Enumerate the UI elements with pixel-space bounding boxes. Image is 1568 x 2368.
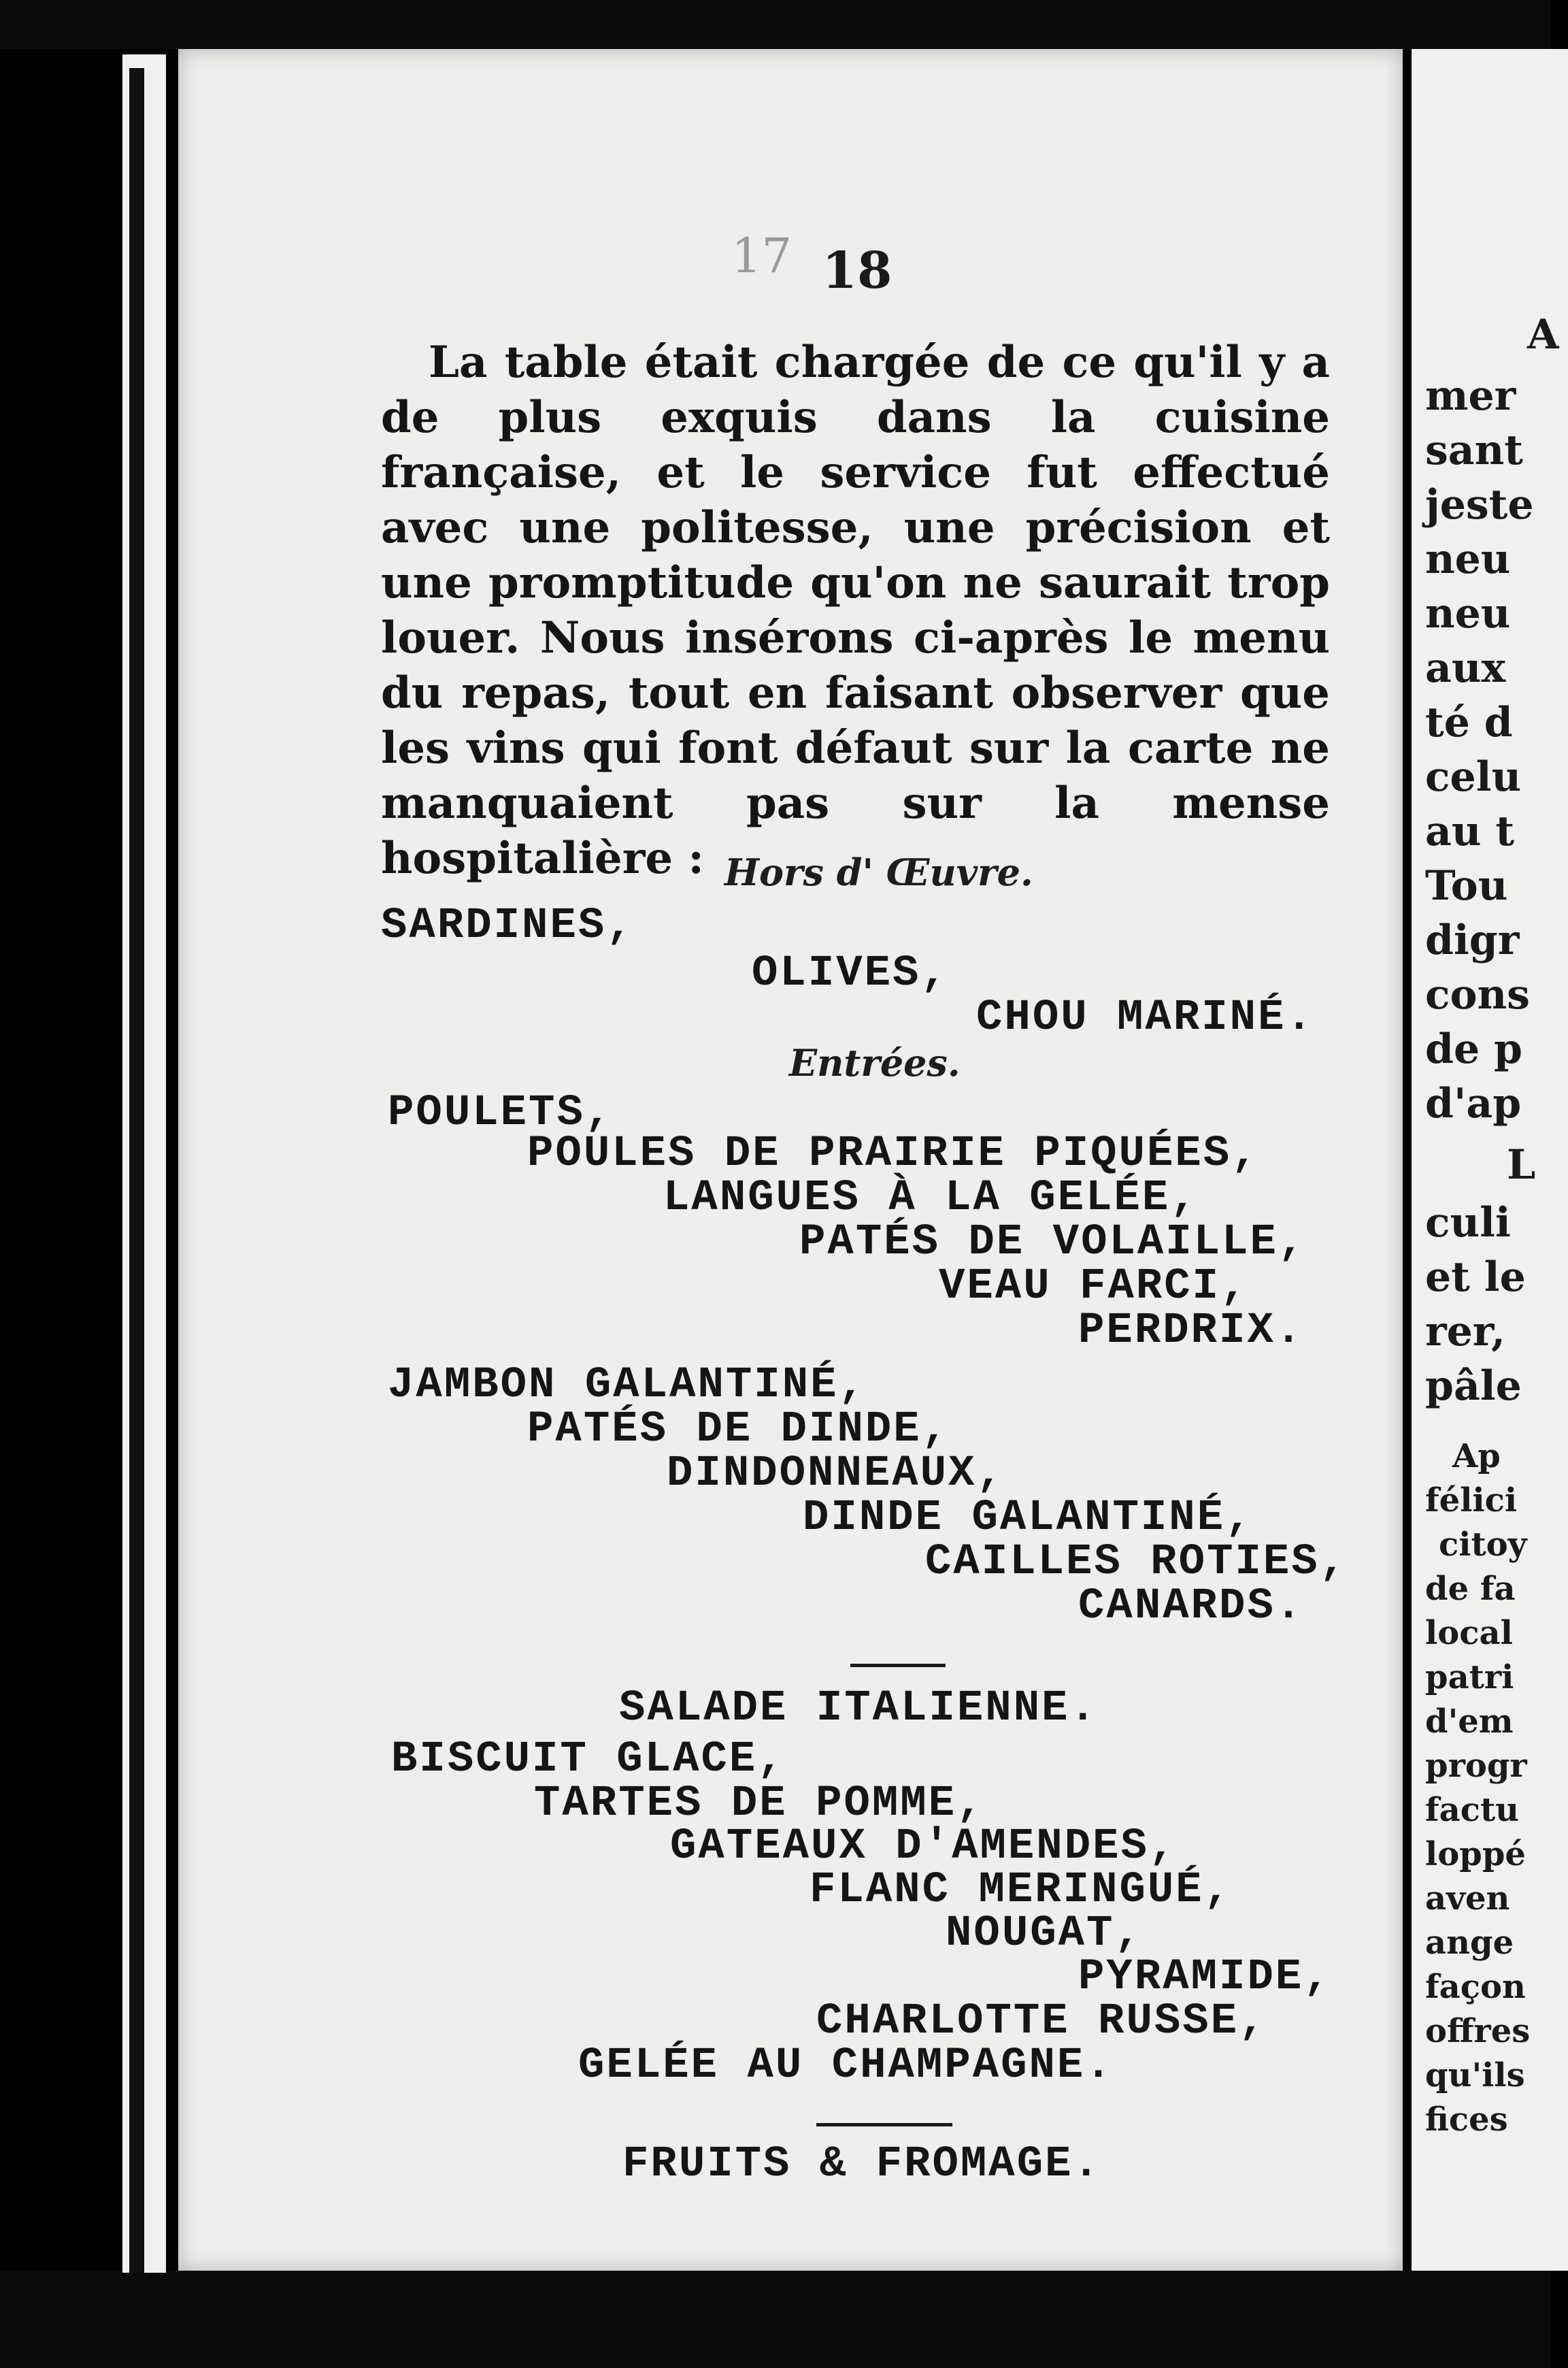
facing-page-text: fices (1425, 2101, 1508, 2139)
menu-item: DINDE GALANTINÉ, (803, 1494, 1254, 1543)
facing-page-text: sant (1425, 427, 1523, 474)
menu-item: POULES DE PRAIRIE PIQUÉES, (527, 1130, 1260, 1179)
facing-page-text: progr (1425, 1747, 1527, 1785)
facing-page-text: factu (1425, 1791, 1520, 1829)
menu-item: VEAU FARCI, (939, 1262, 1249, 1311)
facing-page-text: d'em (1425, 1703, 1514, 1741)
menu-item: CHOU MARINÉ. (976, 993, 1314, 1042)
facing-page-text: aven (1425, 1879, 1510, 1918)
menu-divider (816, 2123, 952, 2126)
facing-page-fragment (1412, 49, 1568, 2271)
facing-page-text: Tou (1425, 862, 1508, 910)
facing-page-text: et le (1425, 1253, 1526, 1301)
menu-item: PERDRIX. (1078, 1306, 1304, 1355)
section-heading-hors-doeuvre: Hors d' Œuvre. (724, 851, 1033, 894)
facing-page-text: loppé (1425, 1835, 1526, 1873)
menu-item: PYRAMIDE, (1078, 1953, 1332, 2002)
menu-item: OLIVES, (752, 949, 949, 998)
facing-page-text: digr (1425, 917, 1520, 964)
facing-page-text: jeste (1425, 481, 1534, 529)
facing-page-text: neu (1425, 590, 1511, 638)
facing-page-text: patri (1425, 1658, 1514, 1696)
facing-page-text: celu (1425, 753, 1522, 801)
menu-item: CHARLOTTE RUSSE, (816, 1997, 1267, 2046)
facing-page-text: façon (1425, 1968, 1526, 2006)
facing-page-text: de p (1425, 1025, 1522, 1073)
menu-item-salade: SALADE ITALIENNE. (619, 1684, 1098, 1733)
menu-item: GELÉE AU CHAMPAGNE. (578, 2041, 1114, 2090)
menu-item: PATÉS DE DINDE, (527, 1405, 950, 1454)
facing-page-text: pâle (1425, 1362, 1522, 1410)
menu-item: GATEAUX D'AMENDES, (670, 1822, 1178, 1871)
facing-page-text: té d (1425, 699, 1513, 746)
menu-item: CAILLES ROTIES, (925, 1538, 1348, 1587)
facing-page-text: de fa (1425, 1570, 1516, 1608)
page-number: 18 (822, 242, 893, 300)
facing-page-text: L (1507, 1141, 1536, 1189)
scan-border-top (0, 0, 1551, 49)
facing-page-text: Ap (1452, 1437, 1501, 1475)
facing-page-text: au t (1425, 808, 1515, 855)
facing-page-text: offres (1425, 2012, 1531, 2050)
menu-item: POULETS, (388, 1089, 614, 1138)
binding-shadow (129, 68, 144, 2273)
facing-page-text: ange (1425, 1924, 1514, 1962)
facing-page-text: aux (1425, 644, 1506, 692)
facing-page-text: mer (1425, 372, 1516, 420)
menu-item: JAMBON GALANTINÉ, (388, 1361, 867, 1410)
bleed-through-number: 17 (731, 228, 793, 284)
facing-page-text: qu'ils (1425, 2056, 1525, 2094)
menu-item: LANGUES À LA GELÉE, (663, 1174, 1199, 1223)
menu-item: DINDONNEAUX, (667, 1449, 1005, 1498)
facing-page-text: citoy (1439, 1526, 1527, 1564)
facing-page-text: neu (1425, 536, 1511, 583)
facing-page-text: cons (1425, 971, 1530, 1019)
facing-page-text: d'ap (1425, 1080, 1522, 1128)
menu-item: NOUGAT, (946, 1909, 1143, 1958)
menu-item: BISCUIT GLACE, (391, 1735, 786, 1784)
facing-page-text: culi (1425, 1199, 1511, 1247)
facing-page-text: rer, (1425, 1308, 1505, 1355)
scan-border-bottom (0, 2271, 1551, 2368)
menu-item-fruits: FRUITS & FROMAGE. (622, 2140, 1101, 2189)
facing-page-text: félici (1425, 1481, 1518, 1519)
facing-page-text: local (1425, 1614, 1513, 1652)
menu-item: TARTES DE POMME, (534, 1779, 985, 1828)
facing-page-text: A (1527, 311, 1559, 359)
menu-item: FLANC MERINGUÉ, (810, 1866, 1233, 1915)
menu-item: PATÉS DE VOLAILLE, (799, 1218, 1307, 1267)
menu-item: CANARDS. (1078, 1582, 1304, 1631)
intro-paragraph: La table était chargée de ce qu'il y a de plus exquis dans la cuisine française, et le service fut effectué avec une politesse, une précision et une promptitude qu'on ne saurait trop louer. Nous insérons ci-après le menu du repas, tout en faisant observer que les vins qui font défaut sur la carte ne manquaient pas sur la mense hospitalière : (381, 337, 1330, 884)
menu-item: SARDINES, (381, 902, 635, 951)
section-heading-entrees: Entrées. (789, 1041, 961, 1085)
menu-divider (850, 1664, 946, 1667)
